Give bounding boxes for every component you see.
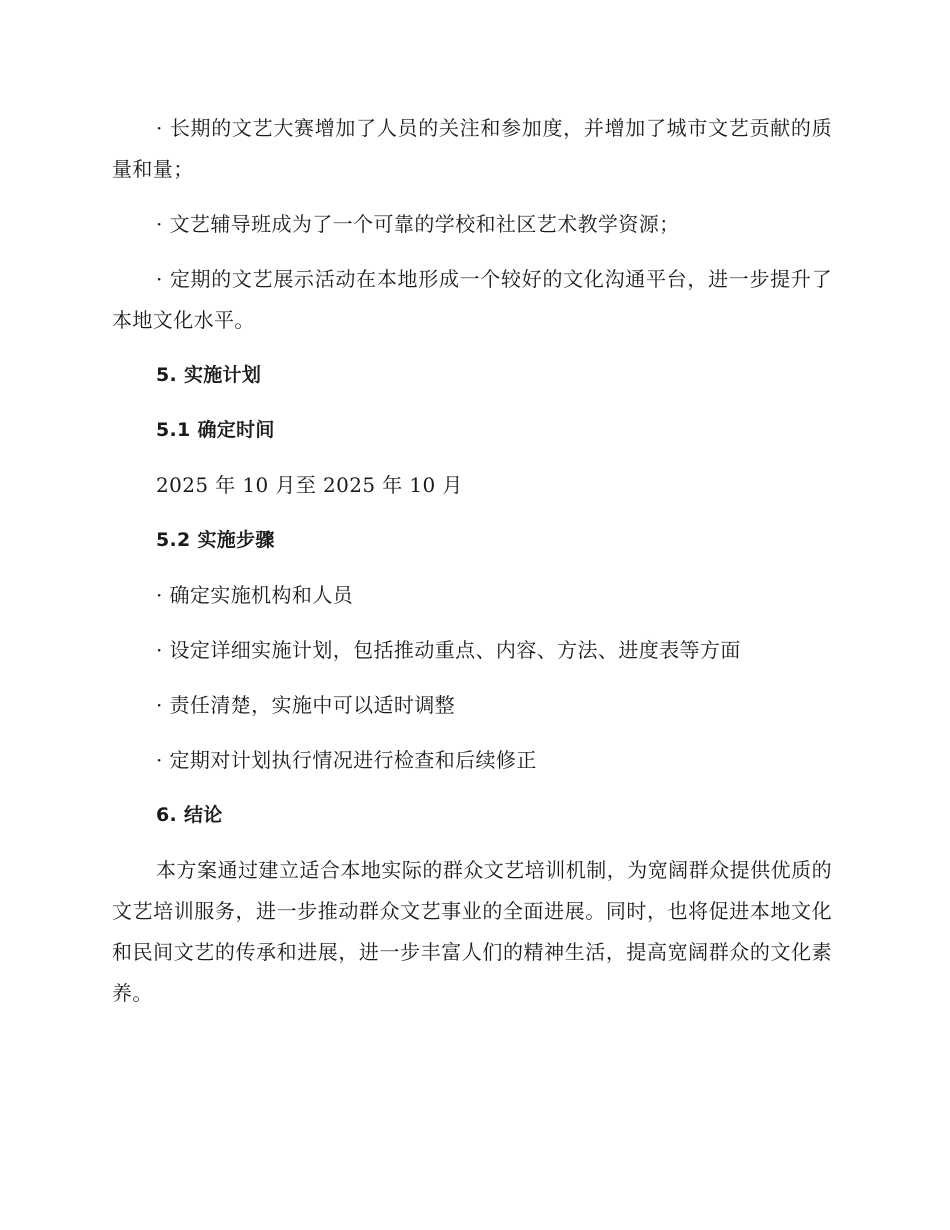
- document-page: [112, 108, 832, 1014]
- result-item-2: · 文艺辅导班成为了一个可靠的学校和社区艺术教学资源；: [156, 212, 680, 236]
- section-5-1-heading: 5.1 确定时间: [156, 419, 275, 441]
- step-item-3: · 责任清楚，实施中可以适时调整: [156, 693, 456, 717]
- result-item-3: · 定期的文艺展示活动在本地形成一个较好的文化沟通平台，进一步提升了本地文化水平。: [112, 267, 832, 332]
- section-5-2-heading: 5.2 实施步骤: [156, 529, 275, 551]
- result-item-1: · 长期的文艺大赛增加了人员的关注和参加度，并增加了城市文艺贡献的质量和量；: [112, 116, 832, 181]
- schedule-text: 2025 年 10 月至 2025 年 10 月: [156, 473, 463, 497]
- conclusion-paragraph: 本方案通过建立适合本地实际的群众文艺培训机制，为宽阔群众提供优质的文艺培训服务，进一步推动群众文艺事业的全面进展。同时，也将促进本地文化和民间文艺的传承和进展，进一步丰富人们的精神生活，提高宽阔群众的文化素养。: [112, 858, 832, 1005]
- section-5-heading: 5. 实施计划: [156, 364, 262, 386]
- step-item-1: · 确定实施机构和人员: [156, 583, 354, 607]
- step-item-4: · 定期对计划执行情况进行检查和后续修正: [156, 748, 537, 772]
- step-item-2: · 设定详细实施计划，包括推动重点、内容、方法、进度表等方面: [156, 638, 741, 662]
- section-6-heading: 6. 结论: [156, 804, 223, 826]
